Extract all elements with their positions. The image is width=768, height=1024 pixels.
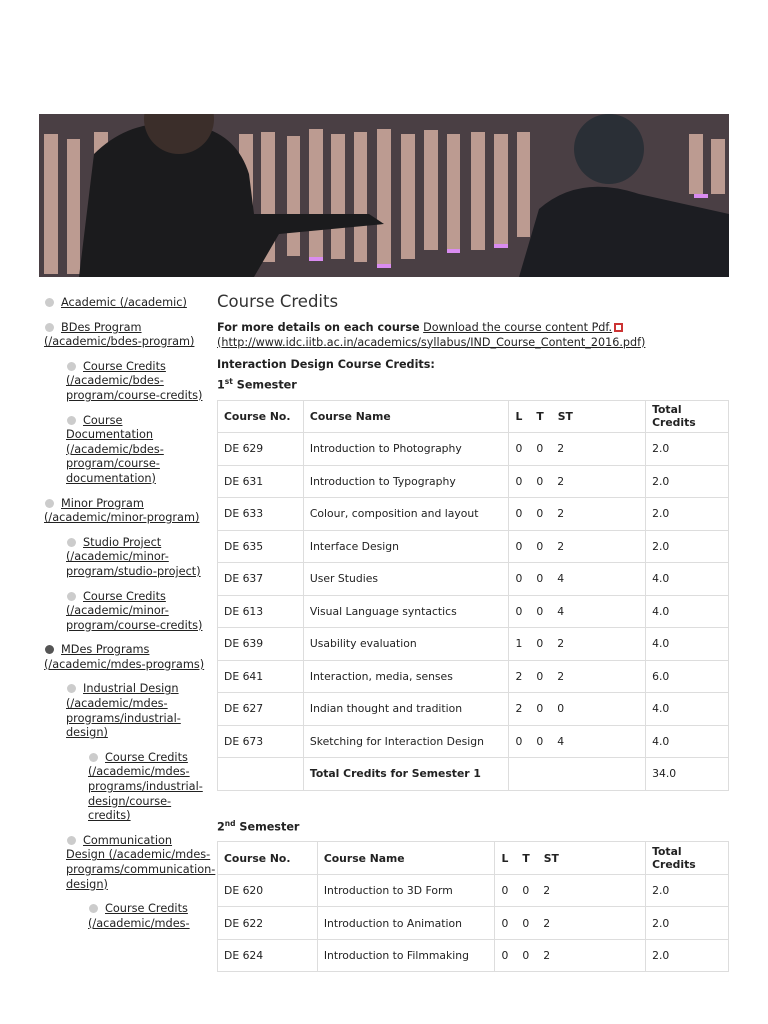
table-row <box>218 563 729 596</box>
table-header-row <box>218 400 729 433</box>
credits-cell: 2.0 <box>646 874 729 907</box>
table-row <box>218 465 729 498</box>
pdf-icon <box>614 323 623 332</box>
sidebar-item-minor-course-credits[interactable] <box>66 590 212 634</box>
lts-cell <box>509 433 646 466</box>
sidebar-item-course-documentation[interactable] <box>66 414 212 487</box>
t-value: 0 <box>536 702 544 716</box>
lts-cell <box>509 660 646 693</box>
col-header-course-name: Course Name <box>317 842 495 875</box>
table-row <box>218 907 729 940</box>
semester1-table <box>217 400 729 791</box>
sidebar-item-label[interactable]: Course Credits (/academic/mdes-programs/industrial-design/course-credits) <box>88 750 203 823</box>
main-content <box>217 290 729 972</box>
lts-cell <box>509 563 646 596</box>
credits-cell: 4.0 <box>646 628 729 661</box>
table-row <box>218 595 729 628</box>
credits-cell: 2.0 <box>646 939 729 972</box>
l-value: 2 <box>515 669 523 683</box>
table-row <box>218 628 729 661</box>
l-value: 0 <box>515 507 523 521</box>
l-value: 0 <box>515 572 523 586</box>
t-value: 0 <box>536 604 544 618</box>
course-no-cell: DE 613 <box>218 595 304 628</box>
header-st: ST <box>557 409 573 423</box>
sidebar-item-label[interactable]: Communication Design (/academic/mdes-programs/communication-design) <box>66 833 216 891</box>
t-value: 0 <box>522 916 530 930</box>
st-value: 2 <box>543 916 551 930</box>
lts-cell <box>509 725 646 758</box>
sidebar-item-communication-design[interactable] <box>66 833 216 892</box>
course-no-cell: DE 641 <box>218 660 304 693</box>
l-value: 0 <box>515 474 523 488</box>
col-header-course-no: Course No. <box>218 400 304 433</box>
lts-cell <box>509 498 646 531</box>
course-name-cell: Sketching for Interaction Design <box>303 725 509 758</box>
sidebar-item-label[interactable]: Course Documentation (/academic/bdes-program/course-documentation) <box>66 413 164 485</box>
st-value: 2 <box>557 442 565 456</box>
sidebar-item-mdes-programs[interactable] <box>44 643 212 672</box>
t-value: 0 <box>536 669 544 683</box>
course-name-cell: Introduction to Animation <box>317 907 495 940</box>
st-value: 4 <box>557 604 565 618</box>
semester2-label: Semester <box>239 820 300 834</box>
l-value: 1 <box>515 637 523 651</box>
total-label: Total Credits for Semester 1 <box>303 758 509 791</box>
st-value: 2 <box>557 507 565 521</box>
col-header-total-credits: Total Credits <box>646 400 729 433</box>
t-value: 0 <box>536 507 544 521</box>
sidebar-item-label[interactable]: Course Credits (/academic/minor-program/course-credits) <box>66 589 203 632</box>
col-header-course-name: Course Name <box>303 400 509 433</box>
sidebar-item-label[interactable]: Course Credits (/academic/bdes-program/course-credits) <box>66 359 203 402</box>
intro-text: For more details on each course <box>217 321 420 334</box>
t-value: 0 <box>522 884 530 898</box>
sidebar-item-cd-course-credits[interactable] <box>88 902 212 931</box>
course-name-cell: Introduction to Typography <box>303 465 509 498</box>
credits-cell: 2.0 <box>646 433 729 466</box>
lts-cell <box>509 628 646 661</box>
sidebar-item-label[interactable]: Industrial Design (/academic/mdes-programs/industrial-design) <box>66 682 181 740</box>
lts-cell <box>509 693 646 726</box>
sidebar-item-academic[interactable] <box>44 296 212 311</box>
header-t: T <box>522 851 530 865</box>
course-name-cell: Introduction to Filmmaking <box>317 939 495 972</box>
col-header-lts <box>495 842 646 875</box>
banner-photo <box>39 114 729 277</box>
lts-cell <box>495 939 646 972</box>
course-name-cell: Interface Design <box>303 530 509 563</box>
table-row <box>218 939 729 972</box>
header-t: T <box>536 409 544 423</box>
semester1-number: 1 <box>217 378 225 392</box>
table-row <box>218 725 729 758</box>
sidebar-item-label[interactable]: Studio Project (/academic/minor-program/studio-project) <box>66 535 201 578</box>
credits-cell: 2.0 <box>646 907 729 940</box>
sidebar-item-label[interactable]: Course Credits (/academic/mdes- <box>88 902 190 930</box>
lts-cell <box>509 465 646 498</box>
lts-cell <box>495 907 646 940</box>
course-name-cell: Colour, composition and layout <box>303 498 509 531</box>
intro-paragraph <box>217 321 729 350</box>
st-value: 4 <box>557 572 565 586</box>
header-l: L <box>515 409 523 423</box>
st-value: 2 <box>557 539 565 553</box>
l-value: 0 <box>501 884 509 898</box>
course-name-cell: User Studies <box>303 563 509 596</box>
t-value: 0 <box>536 572 544 586</box>
header-st: ST <box>543 851 559 865</box>
course-name-cell: Visual Language syntactics <box>303 595 509 628</box>
t-value: 0 <box>536 539 544 553</box>
course-no-cell: DE 624 <box>218 939 318 972</box>
course-no-cell: DE 620 <box>218 874 318 907</box>
table-cell <box>509 758 646 791</box>
l-value: 0 <box>515 734 523 748</box>
table-row <box>218 693 729 726</box>
section-title: Interaction Design Course Credits: <box>217 358 435 371</box>
course-name-cell: Usability evaluation <box>303 628 509 661</box>
table-row <box>218 498 729 531</box>
st-value: 2 <box>543 949 551 963</box>
semester2-table <box>217 841 729 972</box>
semester2-sup: nd <box>224 818 236 828</box>
course-no-cell: DE 629 <box>218 433 304 466</box>
sidebar-item-industrial-design[interactable] <box>66 682 212 740</box>
st-value: 2 <box>557 669 565 683</box>
st-value: 4 <box>557 734 565 748</box>
credits-cell: 2.0 <box>646 498 729 531</box>
lts-cell <box>495 874 646 907</box>
st-value: 2 <box>543 884 551 898</box>
credits-cell: 2.0 <box>646 530 729 563</box>
sidebar-item-bdes-program[interactable] <box>44 321 212 350</box>
l-value: 0 <box>501 916 509 930</box>
course-no-cell: DE 635 <box>218 530 304 563</box>
header-l: L <box>501 851 509 865</box>
course-no-cell: DE 622 <box>218 907 318 940</box>
sidebar-item-label[interactable]: MDes Programs (/academic/mdes-programs) <box>44 643 205 671</box>
table-row <box>218 660 729 693</box>
l-value: 2 <box>515 702 523 716</box>
banner-image <box>39 114 729 277</box>
course-no-cell: DE 631 <box>218 465 304 498</box>
sidebar-item-label[interactable]: BDes Program (/academic/bdes-program) <box>44 320 195 349</box>
credits-cell: 2.0 <box>646 465 729 498</box>
table-row <box>218 874 729 907</box>
t-value: 0 <box>536 442 544 456</box>
st-value: 2 <box>557 474 565 488</box>
total-value: 34.0 <box>646 758 729 791</box>
semester2-heading <box>217 819 729 834</box>
col-header-course-no: Course No. <box>218 842 318 875</box>
sidebar-item-minor-program[interactable] <box>44 497 212 526</box>
course-name-cell: Indian thought and tradition <box>303 693 509 726</box>
sidebar-nav <box>44 296 216 941</box>
semester2-number: 2 <box>217 820 225 834</box>
page-title: Course Credits <box>217 292 339 311</box>
course-no-cell: DE 627 <box>218 693 304 726</box>
semester1-heading <box>217 377 729 392</box>
credits-cell: 6.0 <box>646 660 729 693</box>
sidebar-item-studio-project[interactable] <box>66 536 212 580</box>
l-value: 0 <box>515 539 523 553</box>
course-no-cell: DE 639 <box>218 628 304 661</box>
course-name-cell: Introduction to 3D Form <box>317 874 495 907</box>
course-name-cell: Introduction to Photography <box>303 433 509 466</box>
col-header-total-credits: Total Credits <box>646 842 729 875</box>
table-cell <box>218 758 304 791</box>
l-value: 0 <box>515 604 523 618</box>
l-value: 0 <box>515 442 523 456</box>
table-row <box>218 433 729 466</box>
credits-cell: 4.0 <box>646 693 729 726</box>
download-url-link[interactable]: (http://www.idc.iitb.ac.in/academics/syllabus/IND_Course_Content_2016.pdf) <box>217 335 646 349</box>
credits-cell: 4.0 <box>646 725 729 758</box>
credits-cell: 4.0 <box>646 563 729 596</box>
course-name-cell: Interaction, media, senses <box>303 660 509 693</box>
col-header-lts <box>509 400 646 433</box>
course-no-cell: DE 637 <box>218 563 304 596</box>
download-pdf-link[interactable]: Download the course content Pdf. <box>423 321 613 334</box>
course-no-cell: DE 633 <box>218 498 304 531</box>
sidebar-item-label[interactable]: Minor Program (/academic/minor-program) <box>44 496 200 525</box>
semester1-label: Semester <box>236 378 297 392</box>
t-value: 0 <box>536 734 544 748</box>
table-row <box>218 530 729 563</box>
semester1-sup: st <box>224 377 233 386</box>
sidebar-item-bdes-course-credits[interactable] <box>66 360 212 404</box>
sidebar-item-label[interactable]: Academic (/academic) <box>61 296 187 309</box>
t-value: 0 <box>536 637 544 651</box>
credits-cell: 4.0 <box>646 595 729 628</box>
lts-cell <box>509 595 646 628</box>
course-no-cell: DE 673 <box>218 725 304 758</box>
lts-cell <box>509 530 646 563</box>
st-value: 0 <box>557 702 565 716</box>
total-row <box>218 758 729 791</box>
l-value: 0 <box>501 949 509 963</box>
table-header-row <box>218 842 729 875</box>
st-value: 2 <box>557 637 565 651</box>
sidebar-item-id-course-credits[interactable] <box>88 751 212 824</box>
t-value: 0 <box>522 949 530 963</box>
t-value: 0 <box>536 474 544 488</box>
